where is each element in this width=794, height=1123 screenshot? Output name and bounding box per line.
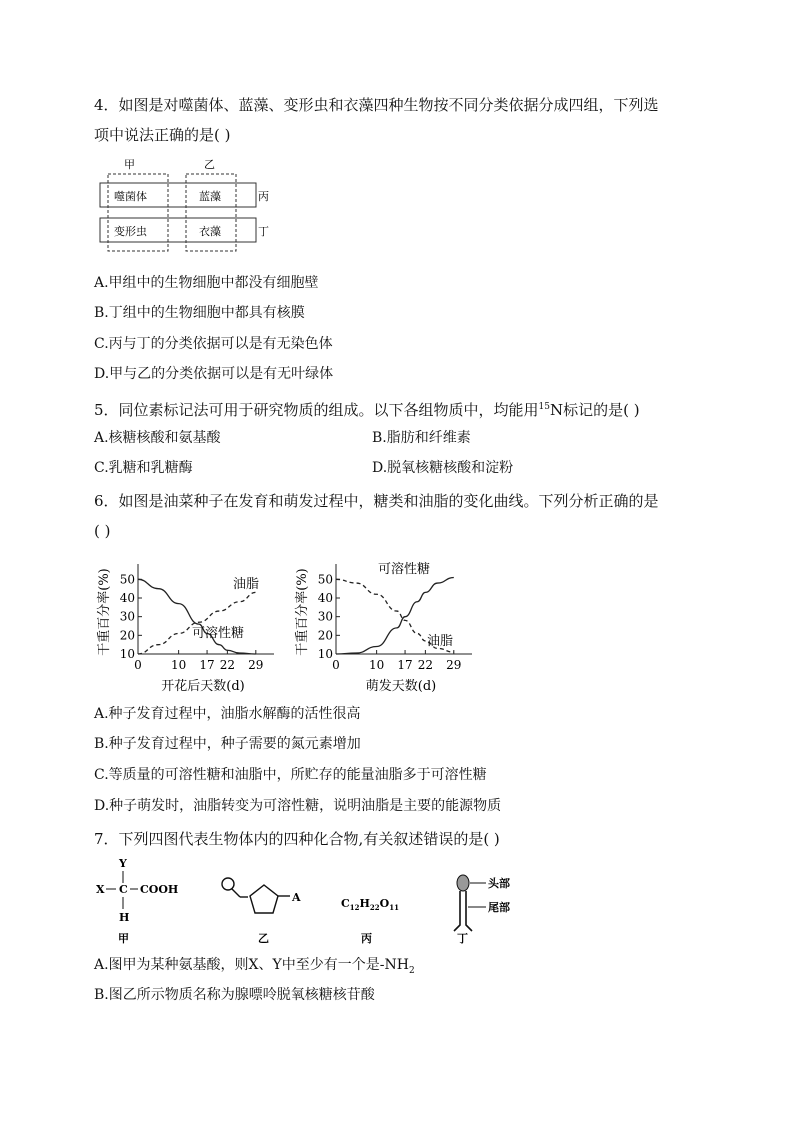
yi-a: A	[292, 891, 301, 904]
q5-option-b: B.脂肪和纤维素	[372, 430, 471, 446]
x-axis-title: 开花后天数(d)	[161, 679, 245, 694]
x-tick-label: 29	[248, 658, 264, 672]
y-tick-label: 10	[317, 647, 333, 661]
q6-option-b: B.种子发育过程中，种子需要的氮元素增加	[94, 736, 361, 752]
q5-option-c: C.乳糖和乳糖酶	[94, 460, 193, 476]
q6-option-a: A.种子发育过程中，油脂水解酶的活性很高	[94, 706, 361, 722]
chart-seed-development	[96, 550, 288, 694]
chart-seed-germination	[294, 550, 486, 694]
phosphate-circle	[222, 878, 234, 890]
x-tick-label: 10	[368, 658, 385, 672]
y-axis-title: 干重百分率(%)	[295, 568, 310, 656]
q5-stem	[94, 396, 640, 421]
y-tick-label: 30	[119, 609, 135, 624]
q4-option-d: D.甲与乙的分类依据可以是有无叶绿体	[94, 366, 334, 382]
q5-stem-pre: 5．同位素标记法可用于研究物质的组成。以下各组物质中，均能用	[94, 401, 539, 419]
x-tick-label: 17	[199, 658, 215, 672]
ding-tail-label: 尾部	[488, 901, 510, 914]
q7-figure-jia	[96, 857, 178, 945]
phospholipid-tail-1	[454, 891, 460, 931]
q6-stem-line1: 6．如图是油菜种子在发育和萌发过程中，糖类和油脂的变化曲线。下列分析正确的是	[94, 492, 659, 510]
y-tick-label: 40	[317, 591, 333, 605]
q4-option-b: B.丁组中的生物细胞中都具有核膜	[94, 305, 305, 321]
x-tick-label: 22	[219, 658, 236, 672]
q7-figure-ding	[454, 875, 510, 945]
diagram-col-b-box	[186, 174, 236, 251]
x-tick-label: 22	[417, 658, 434, 672]
jia-y: Y	[119, 857, 127, 870]
q5-option-d: D.脱氧核糖核酸和淀粉	[372, 460, 514, 476]
phospholipid-tail-2	[466, 891, 472, 931]
y-tick-label: 30	[317, 609, 333, 624]
diagram-cell-3: 变形虫	[114, 225, 147, 238]
diagram-row-c-label: 丙	[258, 190, 269, 203]
series-label: 可溶性糖	[377, 562, 431, 577]
diagram-col-b-label: 乙	[204, 158, 215, 171]
diagram-cell-1: 噬菌体	[114, 190, 147, 203]
x-tick-label: 17	[397, 658, 413, 672]
yi-label: 乙	[258, 932, 269, 945]
diagram-cell-4: 衣藻	[199, 225, 221, 238]
x-tick-label: 29	[446, 658, 462, 672]
ding-label: 丁	[457, 932, 468, 945]
x-tick-label: 0	[134, 658, 142, 672]
q4-option-c: C.丙与丁的分类依据可以是有无染色体	[94, 336, 333, 352]
bing-formula: $C_{12}H_{22}O_{11}$	[341, 897, 400, 912]
q7-option-b: B.图乙所示物质名称为腺嘌呤脱氧核糖核苷酸	[94, 987, 375, 1003]
q7-figure-yi	[222, 878, 301, 945]
x-axis-title: 萌发天数(d)	[365, 679, 437, 694]
q4-option-a: A.甲组中的生物细胞中都没有细胞壁	[94, 275, 319, 291]
y-tick-label: 20	[119, 628, 135, 643]
q7-option-a: A.图甲为某种氨基酸，则X、Y中至少有一个是$-NH_2$	[94, 957, 415, 976]
diagram-row-d-label: 丁	[258, 225, 269, 238]
q7-compound-figures	[94, 855, 534, 947]
phospholipid-head	[457, 875, 469, 891]
pentose-ring	[250, 885, 278, 913]
q4-stem-line2: 项中说法正确的是( )	[94, 126, 231, 144]
jia-h: H	[119, 911, 130, 924]
y-tick-label: 20	[317, 628, 333, 643]
q5-isotope-symbol: N	[550, 401, 564, 419]
y-tick-label: 50	[317, 572, 333, 587]
q4-classification-diagram	[94, 156, 274, 258]
series-label: 油脂	[232, 577, 260, 592]
diagram-col-a-label: 甲	[124, 158, 135, 171]
ding-head-label: 头部	[488, 877, 510, 890]
q4-stem-line1: 4．如图是对噬菌体、蓝藻、变形虫和衣藻四种生物按不同分类依据分成四组，下列选	[94, 96, 659, 114]
x-tick-label: 0	[332, 658, 340, 672]
y-tick-label: 50	[119, 572, 135, 587]
y-tick-label: 40	[119, 591, 135, 605]
q6-stem-line2: ( )	[94, 522, 111, 540]
x-tick-label: 10	[170, 658, 187, 672]
y-tick-label: 10	[119, 647, 135, 661]
q6-option-d: D.种子萌发时，油脂转变为可溶性糖，说明油脂是主要的能源物质	[94, 798, 502, 814]
q7-stem: 7．下列四图代表生物体内的四种化合物,有关叙述错误的是( )	[94, 830, 500, 848]
q6-option-c: C.等质量的可溶性糖和油脂中，所贮存的能量油脂多于可溶性糖	[94, 767, 487, 783]
q5-stem-post: 标记的是( )	[563, 401, 640, 419]
jia-x: X	[96, 883, 105, 896]
series-label: 油脂	[426, 634, 454, 649]
y-axis-title: 干重百分率(%)	[97, 568, 112, 656]
q7-figure-bing	[341, 897, 399, 945]
jia-label: 甲	[118, 932, 129, 945]
diagram-col-a-box	[108, 174, 168, 251]
series-label: 可溶性糖	[191, 626, 245, 641]
bing-label: 丙	[361, 932, 372, 945]
diagram-cell-2: 蓝藻	[199, 190, 221, 203]
q5-option-a: A.核糖核酸和氨基酸	[94, 430, 221, 446]
q5-isotope-mass: 15	[538, 402, 550, 412]
jia-c: C	[119, 883, 128, 896]
jia-cooh: COOH	[140, 883, 179, 896]
